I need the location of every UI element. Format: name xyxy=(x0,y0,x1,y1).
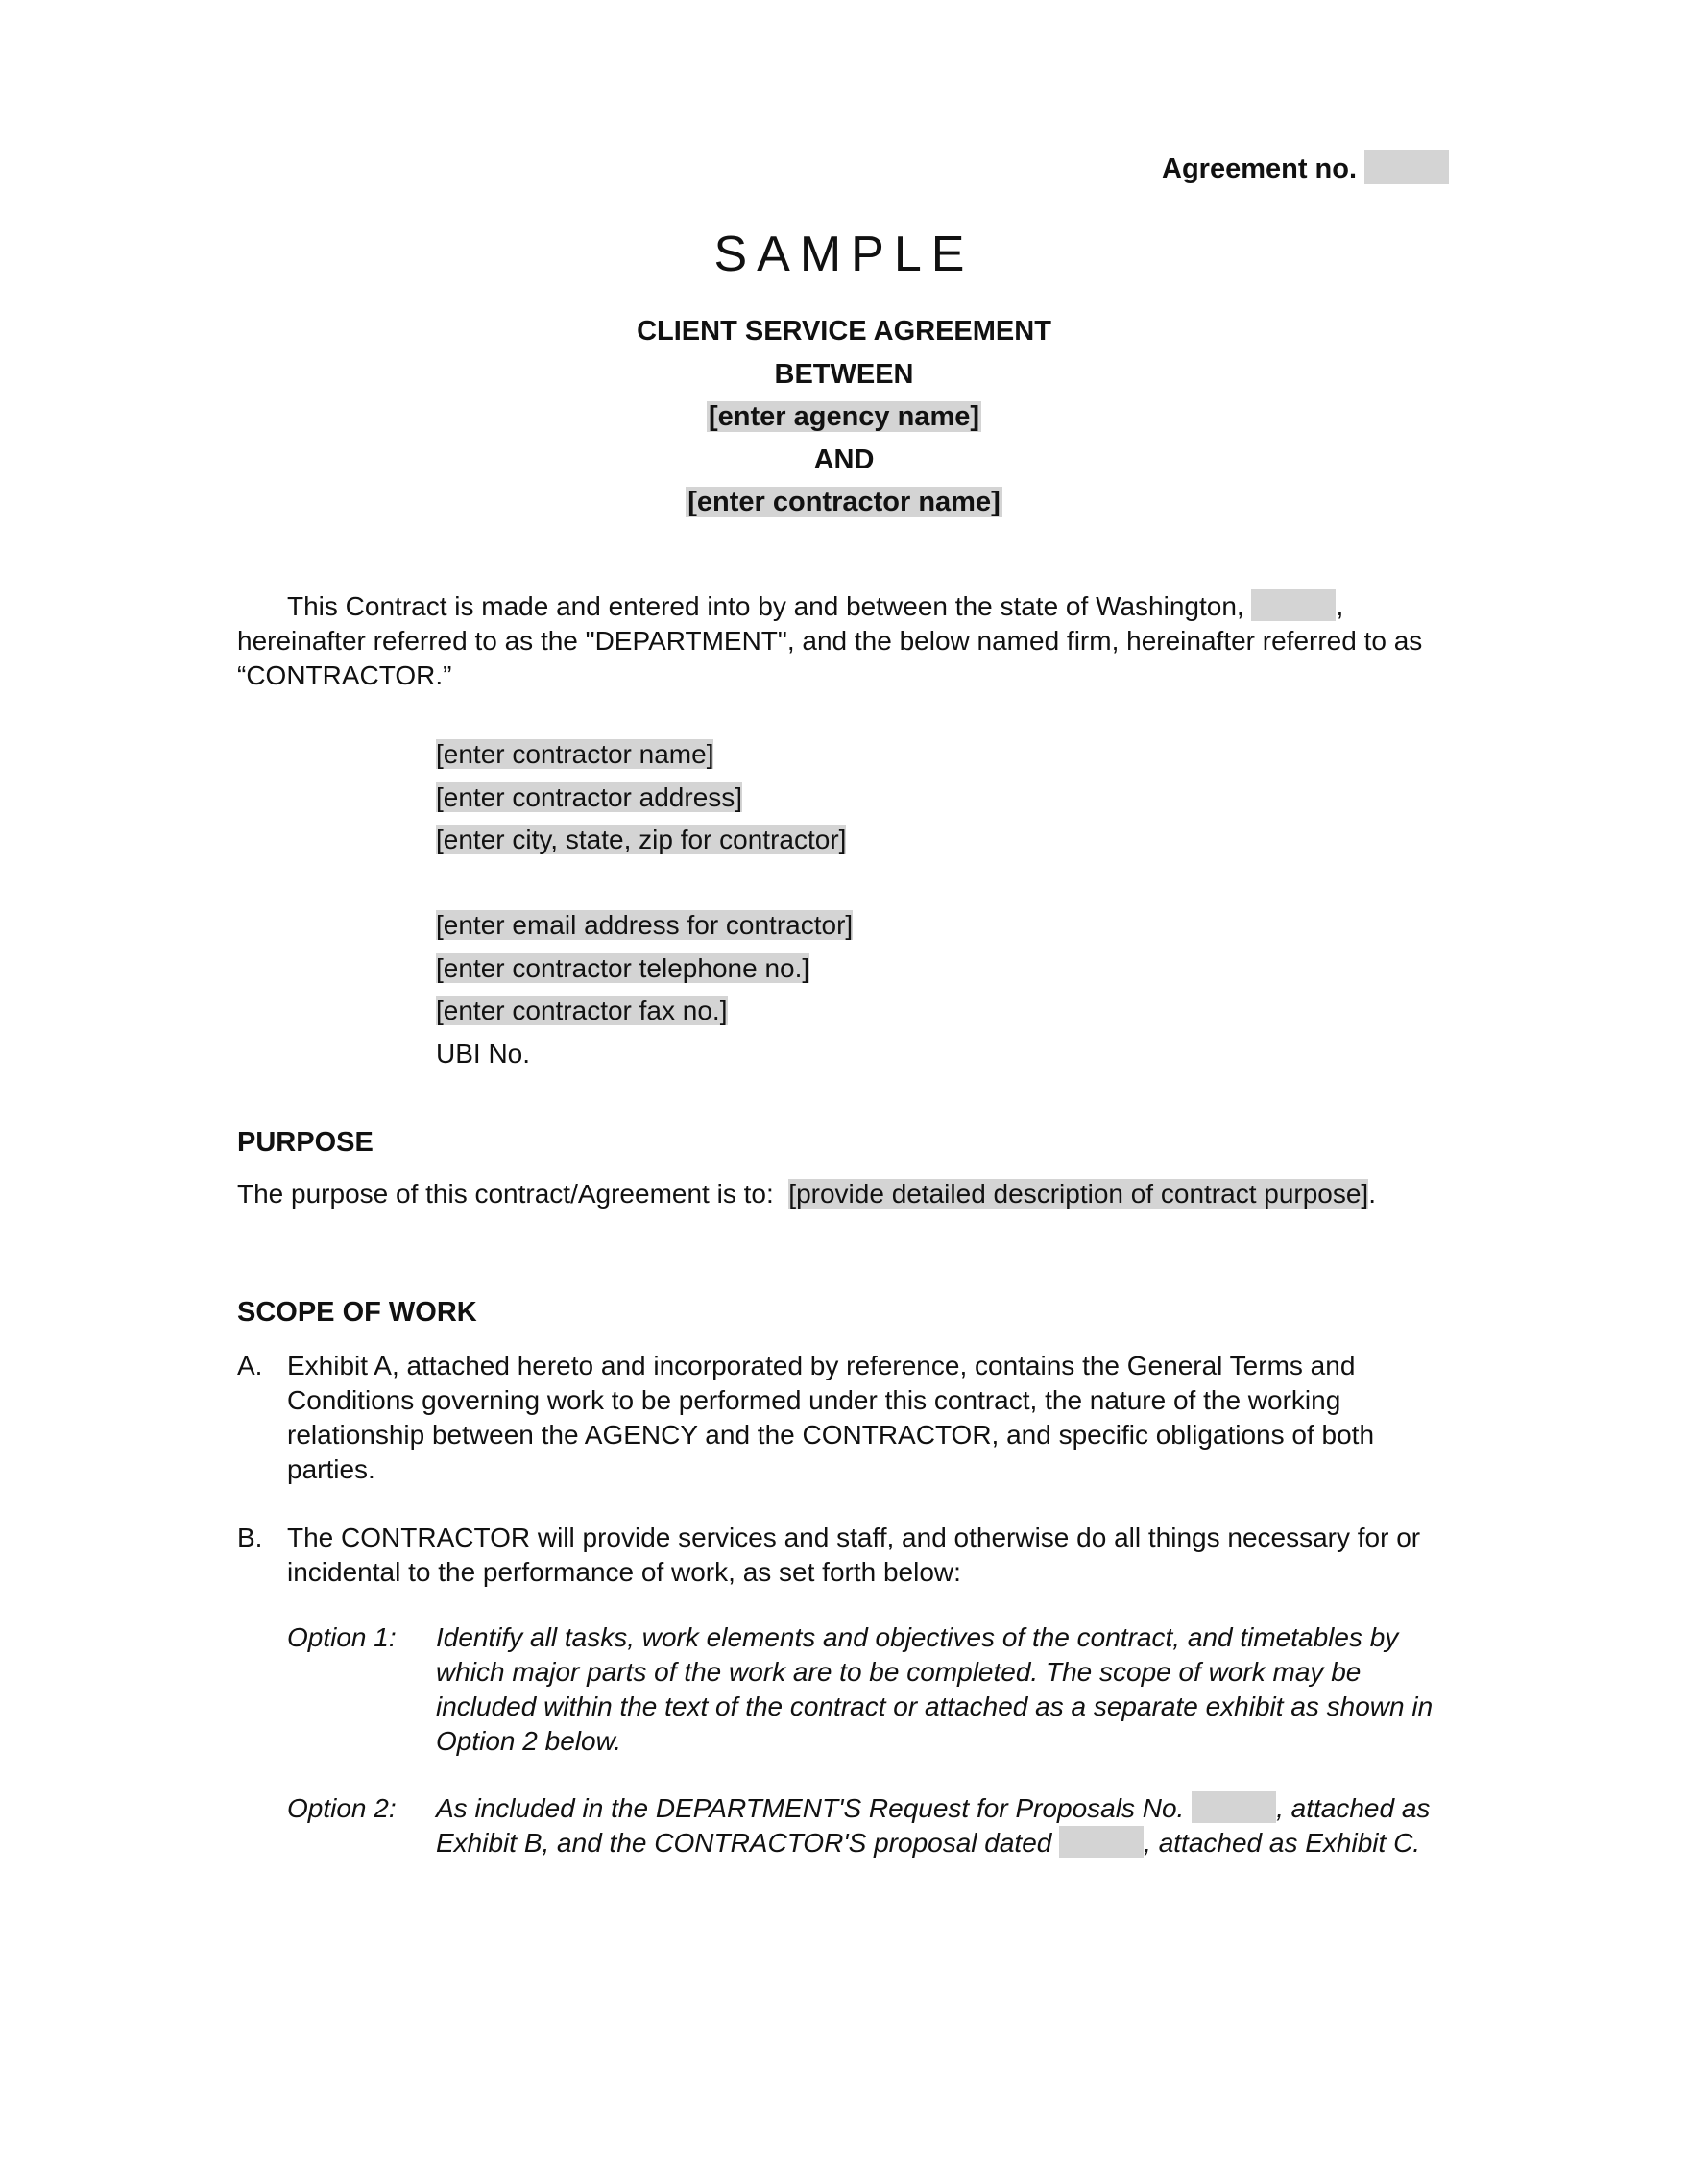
agency-name-placeholder[interactable]: [enter agency name] xyxy=(708,401,980,432)
proposal-date-field[interactable] xyxy=(1059,1826,1144,1858)
heading-line-title: CLIENT SERVICE AGREEMENT xyxy=(637,316,1051,347)
department-name-field[interactable] xyxy=(1251,589,1336,621)
option-text xyxy=(436,1791,1454,1860)
sample-title: SAMPLE xyxy=(713,227,975,282)
option-label: Option 2: xyxy=(287,1793,397,1823)
heading-line-and: AND xyxy=(813,444,875,475)
contractor-address-placeholder[interactable]: [enter contractor address] xyxy=(436,781,743,812)
address-spacer xyxy=(436,862,853,905)
purpose-heading: PURPOSE xyxy=(237,1127,374,1158)
scope-item-text: The CONTRACTOR will provide services and staff, and otherwise do all things necessary for or incidental to the performance of work, as set forth below: xyxy=(287,1523,1421,1587)
contractor-city-placeholder[interactable]: [enter city, state, zip for contractor] xyxy=(436,825,847,854)
intro-text-part3: hereinafter referred to as the "DEPARTMENT", and the below named firm, hereinafter referred to as “CONTRACTOR.” xyxy=(237,626,1423,690)
scope-heading: SCOPE OF WORK xyxy=(237,1297,477,1328)
scope-item-letter: A. xyxy=(237,1351,263,1380)
option-2-text-part1: As included in the DEPARTMENT'S Request for Proposals No. xyxy=(436,1793,1185,1823)
purpose-placeholder[interactable]: [provide detailed description of contract purpose] xyxy=(788,1179,1369,1209)
ubi-number-label: UBI No. xyxy=(436,1038,531,1068)
agreement-number-field[interactable] xyxy=(1364,150,1449,184)
scope-item-text: Exhibit A, attached hereto and incorporated by reference, contains the General Terms and Conditions governing work to be performed under this contract, the nature of the working relationship between the AGENCY and the CONTRACTOR, and specific obligations of both parties. xyxy=(287,1351,1375,1484)
option-label: Option 1: xyxy=(287,1622,397,1652)
agreement-heading xyxy=(0,310,1688,524)
contractor-fax-placeholder[interactable]: [enter contractor fax no.] xyxy=(436,996,728,1025)
purpose-paragraph xyxy=(237,1177,1447,1212)
purpose-end: . xyxy=(1368,1179,1376,1209)
option-text: Identify all tasks, work elements and objectives of the contract, and timetables by which major parts of the work are to be completed. The scope of work may be included within the text of the contract or attached as a separate exhibit as shown in Option 2 below. xyxy=(436,1622,1434,1756)
rfp-number-field[interactable] xyxy=(1192,1791,1276,1823)
agreement-number-label: Agreement no. xyxy=(1162,154,1358,184)
heading-line-between: BETWEEN xyxy=(774,358,914,390)
option-2-text-part2: , attached as Exhibit B, and the CONTRACTOR'S proposal dated xyxy=(436,1793,1431,1858)
purpose-lead: The purpose of this contract/Agreement is to: xyxy=(237,1179,774,1209)
contractor-name-heading-placeholder[interactable]: [enter contractor name] xyxy=(687,487,1001,517)
contractor-block xyxy=(436,733,853,1075)
option-2-text-part3: , attached as Exhibit C. xyxy=(1144,1828,1421,1858)
contractor-email-placeholder[interactable]: [enter email address for contractor] xyxy=(436,910,854,940)
contractor-telephone-placeholder[interactable]: [enter contractor telephone no.] xyxy=(436,952,810,983)
contractor-name-placeholder[interactable]: [enter contractor name] xyxy=(436,739,714,769)
intro-text-part2: , xyxy=(1336,591,1344,621)
agreement-number xyxy=(1162,154,1449,185)
scope-item-letter: B. xyxy=(237,1523,263,1552)
intro-paragraph xyxy=(237,589,1447,693)
intro-text-part1: This Contract is made and entered into by and between the state of Washington, xyxy=(287,591,1244,621)
